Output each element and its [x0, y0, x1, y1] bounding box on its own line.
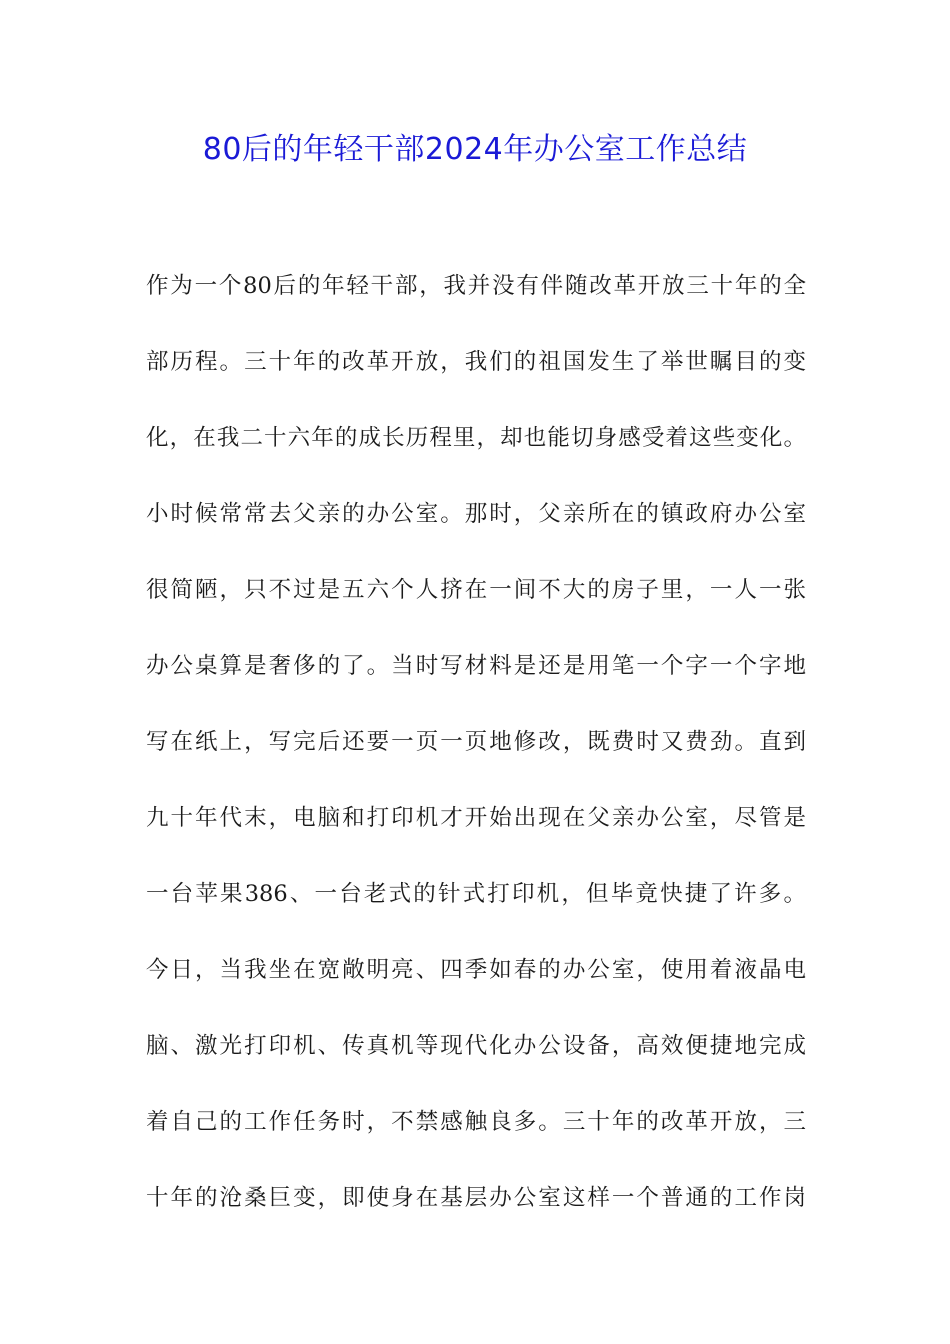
- body-line: 十年的沧桑巨变，即使身在基层办公室这样一个普通的工作岗: [146, 1185, 806, 1211]
- body-line: 脑、激光打印机、传真机等现代化办公设备，高效便捷地完成: [146, 1033, 806, 1059]
- document-title: 80后的年轻干部2024年办公室工作总结: [202, 132, 748, 167]
- body-line: 作为一个80后的年轻干部，我并没有伴随改革开放三十年的全: [146, 273, 806, 299]
- body-line: 部历程。三十年的改革开放，我们的祖国发生了举世瞩目的变: [146, 349, 806, 375]
- body-line: 很简陋，只不过是五六个人挤在一间不大的房子里，一人一张: [146, 577, 806, 603]
- body-line: 办公桌算是奢侈的了。当时写材料是还是用笔一个字一个字地: [146, 653, 806, 679]
- body-line: 写在纸上，写完后还要一页一页地修改，既费时又费劲。直到: [146, 729, 806, 755]
- body-line: 化，在我二十六年的成长历程里，却也能切身感受着这些变化。: [146, 425, 806, 451]
- document-body: [146, 264, 806, 1252]
- body-line: 着自己的工作任务时，不禁感触良多。三十年的改革开放，三: [146, 1109, 806, 1135]
- body-line: 一台苹果386、一台老式的针式打印机，但毕竟快捷了许多。: [146, 881, 806, 907]
- body-line: 小时候常常去父亲的办公室。那时，父亲所在的镇政府办公室: [146, 501, 806, 527]
- body-line: 九十年代末，电脑和打印机才开始出现在父亲办公室，尽管是: [146, 805, 806, 831]
- body-line: 今日，当我坐在宽敞明亮、四季如春的办公室，使用着液晶电: [146, 957, 806, 983]
